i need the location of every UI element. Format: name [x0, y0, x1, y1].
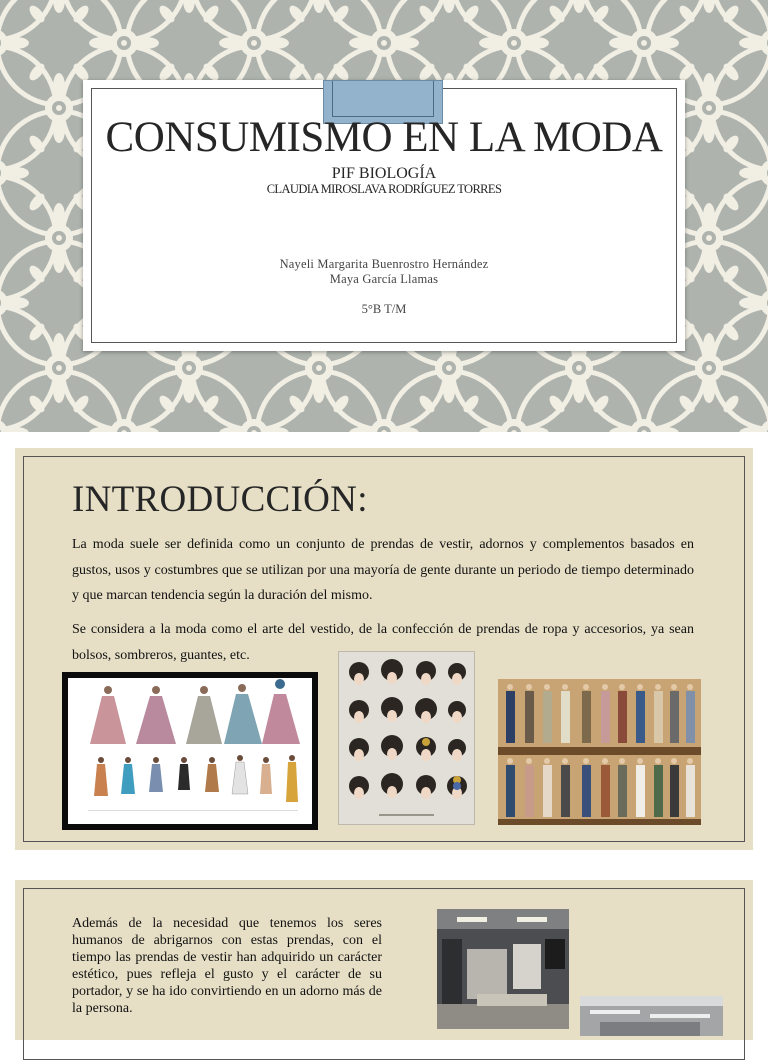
presentation-author: CLAUDIA MIROSLAVA RODRÍGUEZ TORRES — [266, 182, 502, 196]
presentation-title: CONSUMISMO EN LA MODA — [105, 114, 663, 161]
introduction-slide — [15, 448, 753, 850]
title-card — [83, 80, 685, 351]
content-slide — [15, 880, 753, 1040]
intro-paragraph: Se considera a la moda como el arte del vestido, de la confección de prendas de ropa y accesorios, ya sean bolsos, sombreros, guantes, etc. — [72, 622, 694, 663]
intro-paragraph: La moda suele ser definida como un conjunto de prendas de vestir, adornos y complementos basados en gustos, usos y costumbres que se utilizan por una mayoría de gente durante un periodo de tiempo determinado y que marcan tendencia según la duración del mismo. — [72, 537, 694, 603]
mens-fashion-decades-image — [498, 679, 701, 825]
student-name: Maya García Llamas — [329, 272, 439, 286]
slide-heading: INTRODUCCIÓN: — [72, 479, 368, 520]
historic-hairstyles-image — [338, 651, 475, 825]
group-label: 5°B T/M — [361, 302, 407, 316]
presentation-subtitle: PIF BIOLOGÍA — [331, 165, 437, 182]
store-ceiling-image — [580, 996, 723, 1036]
student-names — [83, 257, 685, 287]
student-name: Nayeli Margarita Buenrostro Hernández — [279, 257, 489, 271]
content-paragraph: Además de la necesidad que tenemos los seres humanos de abrigarnos con estas prendas, con el tiempo las prendas de vestir han adquirido un carácter estético, pues refleja el gusto y el carácter de su portador, y se ha ido convirtiendo en un adorno más de la persona. — [72, 916, 382, 1016]
title-slide — [0, 0, 768, 432]
fashion-eras-dresses-image — [62, 672, 318, 830]
clothing-store-image — [437, 909, 569, 1029]
